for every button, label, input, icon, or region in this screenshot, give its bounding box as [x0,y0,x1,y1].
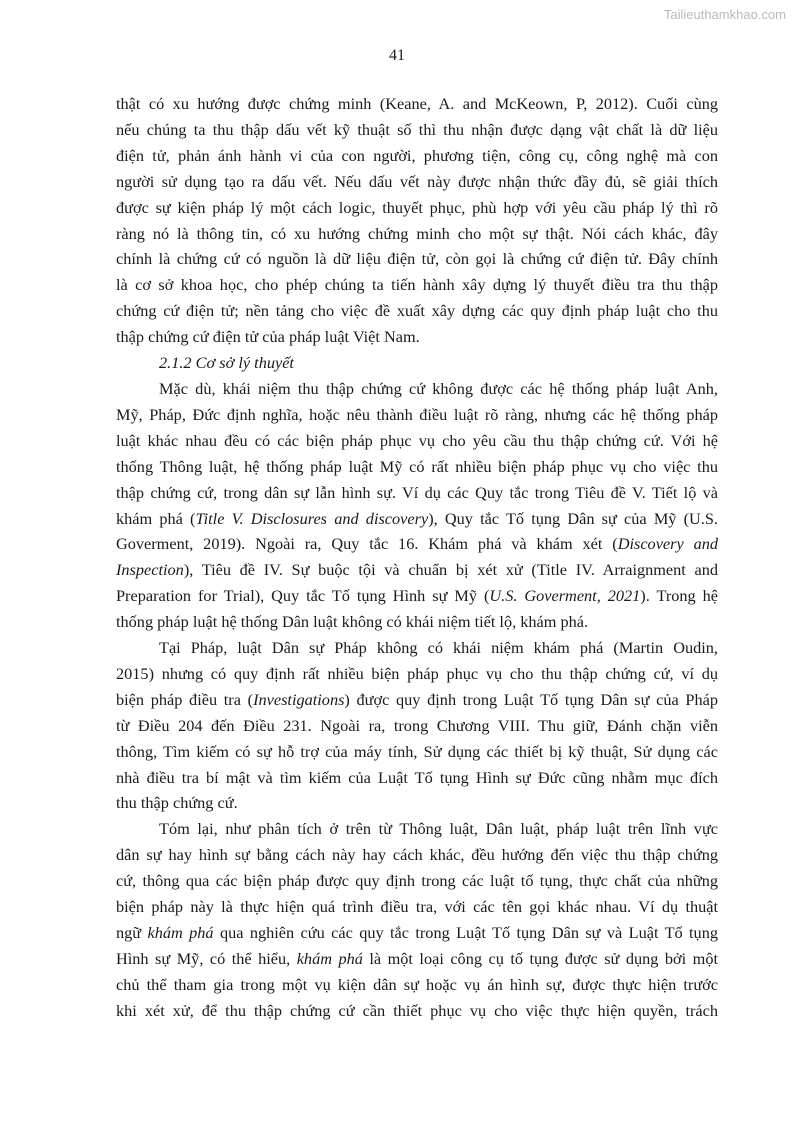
text-line [116,920,718,946]
text-line: người sử dụng tạo ra dấu vết. Nếu dấu vết này được nhận thức đầy đủ, sẽ giải thích [116,171,718,191]
text-line [116,506,718,532]
text-line: biện pháp này là thực hiện quá trình điều tra, với các tên gọi khác nhau. Ví dụ thuật [116,897,718,917]
text-line [116,531,718,557]
text-run: qua nghiên cứu các quy tắc trong Luật Tố tụng Dân sự và Luật Tố tụng [213,923,718,942]
text-run: Hình sự Mỹ, có thể hiểu, [116,948,297,968]
text-line: thu thập chứng cứ. [116,793,238,813]
page-number: 41 [389,47,405,64]
text-run: ) được quy định trong Luật Tố tụng Dân sự của Pháp [344,689,718,709]
text-line: luật khác nhau đều có các biện pháp phục vụ cho yêu cầu thu thập chứng cứ. Với hệ [116,430,718,450]
text-line: ràng nó là thông tin, có xu hướng chứng minh cho một sự thật. Nói cách khác, đây [116,223,718,243]
text-line: từ Điều 204 đến Điều 231. Ngoài ra, trong Chương VIII. Thu giữ, Đánh chặn viễn [116,715,718,735]
text-run: ), Tiêu đề IV. Sự buộc tội và chuẩn bị xét xử (Title IV. Arraignment and [183,560,718,580]
text-line: 2015) nhưng có quy định rất nhiều biện pháp phục vụ cho thu thập chứng cứ, ví dụ [116,663,718,683]
text-run: là một loại công cụ tố tụng được sử dụng bởi một [362,948,718,968]
italic-text: Title V. Disclosures and discovery [195,508,429,528]
italic-text: Investigations [253,689,345,709]
text-run: ). Trong hệ [640,586,718,606]
text-line: được sự kiện pháp lý một cách logic, thuyết phục, phù hợp với yêu cầu pháp lý thì rõ [116,197,718,217]
text-line: Tại Pháp, luật Dân sự Pháp không có khái niệm khám phá (Martin Oudin, [159,638,718,658]
text-line [116,946,718,972]
italic-text: khám phá [147,923,214,942]
text-line: khi xét xử, để thu thập chứng cứ cần thiết phục vụ cho việc thực hiện quyền, trách [116,1000,718,1020]
text-line: thập chứng cứ, trong dân sự lẫn hình sự. Ví dụ các Quy tắc trong Tiêu đề V. Tiết lộ và [116,482,718,502]
text-run: Preparation for Trial), Quy tắc Tố tụng Hình sự Mỹ ( [116,586,490,606]
italic-text: khám phá [296,948,363,968]
text-line: điện tử, phản ánh hành vi của con người, phương tiện, công cụ, công nghệ mà con [116,145,718,165]
text-line: Mặc dù, khái niệm thu thập chứng cứ không được các hệ thống pháp luật Anh, [159,378,718,398]
text-line: nhà điều tra bí mật và tìm kiếm của Luật Tố tụng Hình sự Đức cũng nhằm mục đích [116,767,718,787]
section-heading: 2.1.2 Cơ sở lý thuyết [159,353,294,373]
text-line: nếu chúng ta thu thập dấu vết kỹ thuật số thì thu nhận được dạng vật chất là dữ liệu [116,119,718,139]
text-line: cứ, thông qua các biện pháp được quy định trong các luật tố tụng, thực chất của những [116,871,718,891]
text-line: thật có xu hướng được chứng minh (Keane, A. and McKeown, P, 2012). Cuối cùng [116,94,718,113]
text-line: Tóm lại, như phân tích ở trên từ Thông luật, Dân luật, pháp luật trên lĩnh vực [159,819,718,839]
text-line: dân sự hay hình sự bằng cách này hay cách khác, đều hướng đến việc thu thập chứng [116,845,718,865]
italic-text: Inspection [116,560,184,580]
text-line: thống pháp luật hệ thống Dân luật không có khái niệm tiết lộ, khám phá. [116,612,589,632]
text-line: chủ thể tham gia trong một vụ kiện dân sự hoặc vụ án hình sự, được thực hiện trước [116,974,718,994]
text-line: thông, Tìm kiếm có sự hỗ trợ của máy tính, Sử dụng các thiết bị kỹ thuật, Sử dụng các [116,741,718,761]
watermark: Tailieuthamkhao.com [663,7,786,22]
text-run: khám phá ( [116,508,196,528]
text-run: biện pháp điều tra ( [116,689,254,709]
text-line [116,687,718,713]
text-line: thống Thông luật, hệ thống pháp luật Mỹ có rất nhiều biện pháp phục vụ cho việc thu [116,456,718,476]
italic-text: U.S. Goverment, 2021 [489,586,641,606]
text-line [116,583,718,609]
text-line: là cơ sở khoa học, cho phép chúng ta tiến hành xây dựng lý thuyết điều tra thu thập [116,275,718,295]
text-run: Goverment, 2019). Ngoài ra, Quy tắc 16. Khám phá và khám xét ( [116,534,618,554]
document-body [116,91,718,1024]
text-line: thập chứng cứ điện tử của pháp luật Việt Nam. [116,327,420,347]
text-run: ngữ [116,923,148,942]
italic-text: Discovery and [617,534,719,554]
text-line: chính là chứng cứ có nguồn là dữ liệu điện tử, còn gọi là chứng cứ điện tử. Đây chính [116,249,718,269]
text-line: Mỹ, Pháp, Đức định nghĩa, hoặc nêu thành điều luật rõ ràng, nhưng các hệ thống pháp [116,404,718,424]
text-line [116,557,718,583]
text-line: chứng cứ điện tử; nền tảng cho việc đề xuất xây dựng các quy định pháp luật cho thu [116,301,718,321]
text-run: ), Quy tắc Tố tụng Dân sự của Mỹ (U.S. [428,508,718,528]
